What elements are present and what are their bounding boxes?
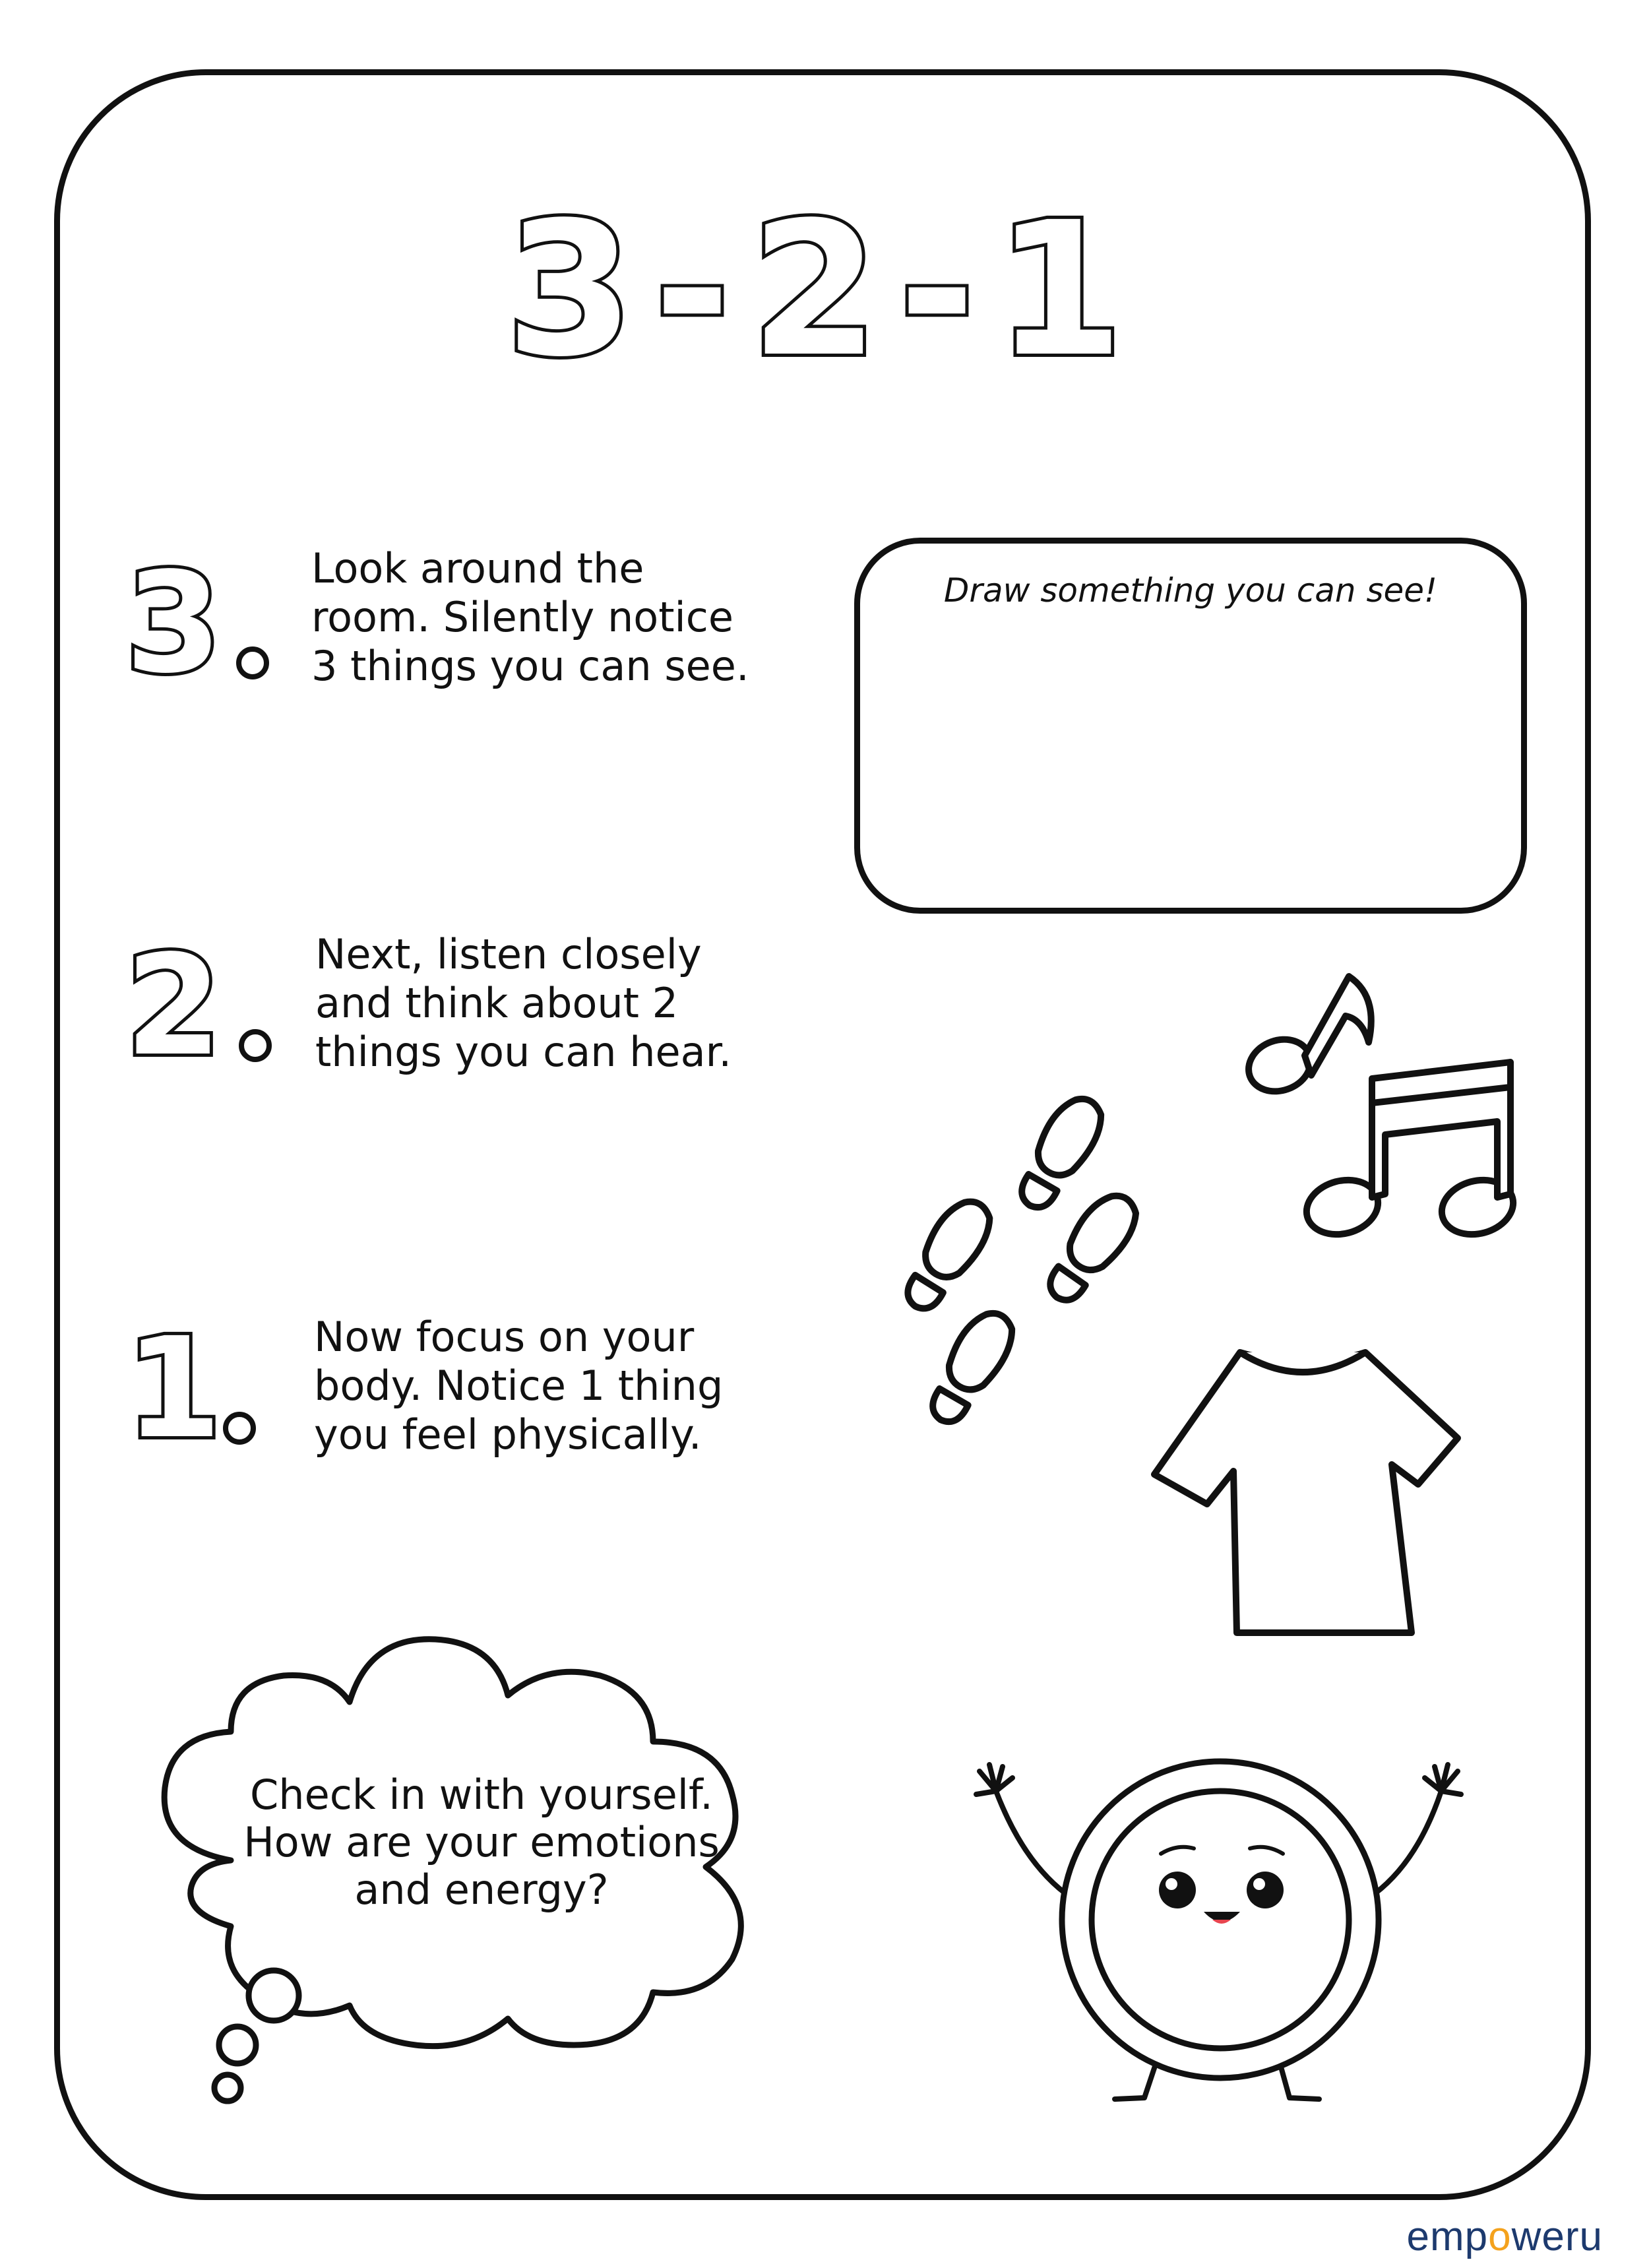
brand-logo-o: o bbox=[1488, 2214, 1512, 2259]
brand-logo-part: weru bbox=[1511, 2214, 1603, 2259]
page-title: 3-2-1 bbox=[505, 183, 1144, 398]
footprints-icon bbox=[881, 1082, 1158, 1451]
step-1-dot bbox=[223, 1412, 256, 1445]
t-shirt-icon bbox=[1148, 1339, 1464, 1649]
step-1-number: 1 bbox=[125, 1307, 222, 1469]
thought-cloud-text: Check in with yourself. How are your emotions and energy? bbox=[243, 1771, 720, 1914]
brand-logo-part: emp bbox=[1406, 2214, 1489, 2259]
step-3-dot bbox=[236, 646, 269, 679]
brand-logo bbox=[1407, 2213, 1603, 2260]
draw-box[interactable] bbox=[854, 538, 1527, 914]
draw-box-label: Draw something you can see! bbox=[943, 571, 1438, 610]
smiling-character-icon bbox=[950, 1755, 1491, 2124]
step-2-text: Next, listen closely and think about 2 things you can hear. bbox=[315, 930, 732, 1076]
step-2-number: 2 bbox=[125, 925, 222, 1087]
step-2-dot bbox=[239, 1029, 272, 1062]
step-3-number: 3 bbox=[125, 542, 222, 704]
step-3-text: Look around the room. Silently notice 3 things you can see. bbox=[311, 544, 749, 690]
step-1-text: Now focus on your body. Notice 1 thing you feel physically. bbox=[314, 1313, 724, 1459]
music-note-icon bbox=[1233, 970, 1563, 1247]
